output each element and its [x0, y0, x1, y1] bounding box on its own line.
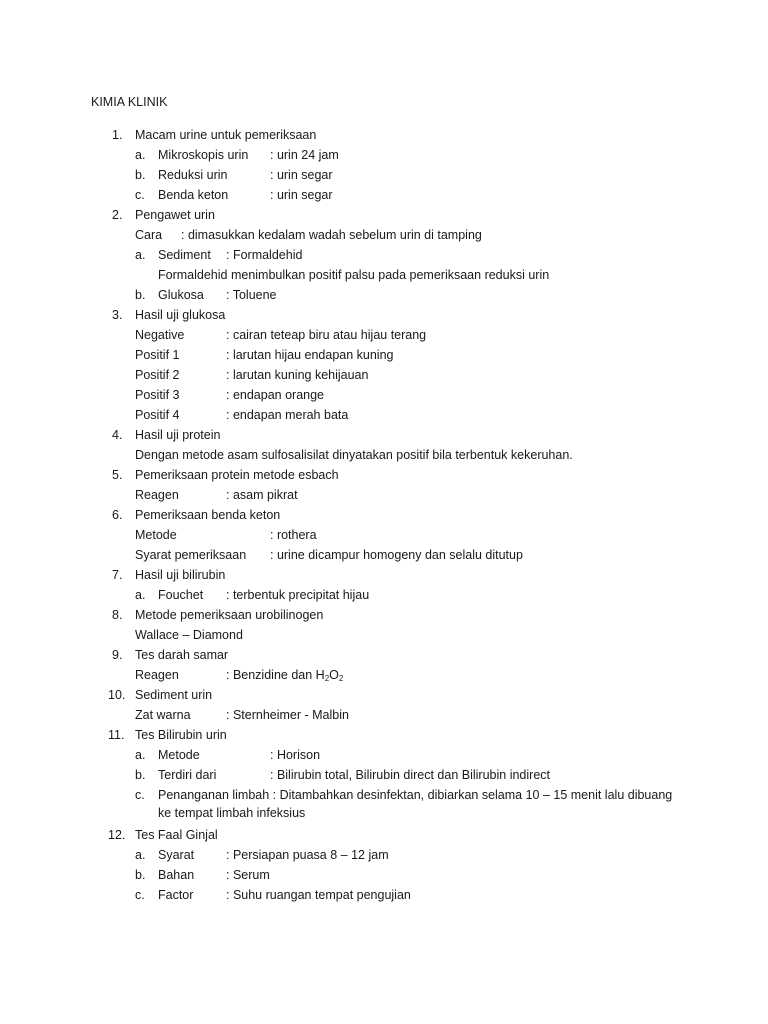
section-7-title: Hasil uji bilirubin [135, 568, 226, 582]
section-3-title: Hasil uji glukosa [135, 308, 226, 322]
section-2-cara-value: : dimasukkan kedalam wadah sebelum urin di tamping [181, 228, 482, 242]
section-1-item-value: : urin segar [270, 188, 333, 202]
section-11-c-continuation: ke tempat limbah infeksius [158, 806, 306, 820]
section-11-b-value: : Bilirubin total, Bilirubin direct dan Bilirubin indirect [270, 768, 550, 782]
section-2-title: Pengawet urin [135, 208, 215, 222]
section-1-title: Macam urine untuk pemeriksaan [135, 128, 317, 142]
section-5-value: : asam pikrat [226, 488, 298, 502]
section-8-title: Metode pemeriksaan urobilinogen [135, 608, 324, 622]
section-3-row-value: : larutan hijau endapan kuning [226, 348, 394, 362]
section-3-row-value: : larutan kuning kehijauan [226, 368, 369, 382]
section-11-a-value: : Horison [270, 748, 321, 762]
section-11-c-letter: c. [135, 788, 145, 802]
section-1-item-label: Reduksi urin [158, 168, 228, 182]
section-9-label: Reagen [135, 668, 179, 682]
section-2-number: 2. [112, 208, 123, 222]
section-5-label: Reagen [135, 488, 179, 502]
section-9-value [226, 665, 343, 685]
section-10-title: Sediment urin [135, 688, 213, 702]
section-10-number: 10. [108, 688, 126, 702]
section-11-title: Tes Bilirubin urin [135, 728, 227, 742]
section-9-title: Tes darah samar [135, 648, 229, 662]
section-12-item-label: Syarat [158, 848, 195, 862]
section-8-number: 8. [112, 608, 123, 622]
section-7-value: : terbentuk precipitat hijau [226, 588, 370, 602]
section-1-item-letter: b. [135, 168, 146, 182]
section-6-number: 6. [112, 508, 123, 522]
section-2-cara-label: Cara [135, 228, 163, 242]
section-11-a-letter: a. [135, 748, 146, 762]
section-7-letter: a. [135, 588, 146, 602]
section-9-number: 9. [112, 648, 123, 662]
section-5-title: Pemeriksaan protein metode esbach [135, 468, 339, 482]
section-3-row-label: Negative [135, 328, 185, 342]
section-6-row-value: : rothera [270, 528, 317, 542]
section-1-item-label: Mikroskopis urin [158, 148, 249, 162]
section-2-a-label: Sediment [158, 248, 211, 262]
section-8-text: Wallace – Diamond [135, 628, 243, 642]
section-12-item-value: : Serum [226, 868, 270, 882]
section-9-value-text: : Benzidine dan H [226, 668, 325, 682]
section-9-value-oxygen: O [329, 668, 339, 682]
section-12-item-letter: b. [135, 868, 146, 882]
section-1-number: 1. [112, 128, 123, 142]
section-3-number: 3. [112, 308, 123, 322]
section-1-item-label: Benda keton [158, 188, 229, 202]
section-12-item-value: : Persiapan puasa 8 – 12 jam [226, 848, 389, 862]
section-2-a-letter: a. [135, 248, 146, 262]
section-1-item-letter: c. [135, 188, 145, 202]
section-12-item-letter: c. [135, 888, 145, 902]
section-12-item-label: Factor [158, 888, 194, 902]
section-4-number: 4. [112, 428, 123, 442]
section-12-item-letter: a. [135, 848, 146, 862]
section-1-item-value: : urin 24 jam [270, 148, 339, 162]
section-11-c-text: Penanganan limbah : Ditambahkan desinfektan, dibiarkan selama 10 – 15 menit lalu dibuang [158, 788, 673, 802]
section-3-row-label: Positif 1 [135, 348, 180, 362]
section-3-row-label: Positif 2 [135, 368, 180, 382]
section-2-a-value: : Formaldehid [226, 248, 303, 262]
section-6-row-value: : urine dicampur homogeny dan selalu ditutup [270, 548, 523, 562]
section-12-title: Tes Faal Ginjal [135, 828, 218, 842]
section-7-number: 7. [112, 568, 123, 582]
section-3-row-label: Positif 4 [135, 408, 180, 422]
section-5-number: 5. [112, 468, 123, 482]
section-11-a-label: Metode [158, 748, 200, 762]
section-11-number: 11. [108, 728, 125, 742]
o2-subscript: 2 [338, 674, 344, 683]
section-2-b-letter: b. [135, 288, 146, 302]
h2-subscript: 2 [324, 674, 330, 683]
section-3-row-value: : cairan teteap biru atau hijau terang [226, 328, 427, 342]
section-3-row-value: : endapan merah bata [226, 408, 349, 422]
section-2-a-note: Formaldehid menimbulkan positif palsu pada pemeriksaan reduksi urin [158, 268, 550, 282]
section-6-title: Pemeriksaan benda keton [135, 508, 281, 522]
section-3-row-value: : endapan orange [226, 388, 325, 402]
section-10-label: Zat warna [135, 708, 191, 722]
section-1-item-letter: a. [135, 148, 146, 162]
section-1-item-value: : urin segar [270, 168, 333, 182]
section-12-item-label: Bahan [158, 868, 195, 882]
section-6-row-label: Metode [135, 528, 177, 542]
section-11-b-letter: b. [135, 768, 146, 782]
section-2-b-value: : Toluene [226, 288, 277, 302]
section-6-row-label: Syarat pemeriksaan [135, 548, 247, 562]
section-2-b-label: Glukosa [158, 288, 204, 302]
section-7-label: Fouchet [158, 588, 204, 602]
document-title: KIMIA KLINIK [91, 95, 168, 109]
section-10-value: : Sternheimer - Malbin [226, 708, 349, 722]
section-4-text: Dengan metode asam sulfosalisilat dinyatakan positif bila terbentuk kekeruhan. [135, 448, 573, 462]
section-11-b-label: Terdiri dari [158, 768, 217, 782]
section-4-title: Hasil uji protein [135, 428, 221, 442]
section-12-item-value: : Suhu ruangan tempat pengujian [226, 888, 411, 902]
section-3-row-label: Positif 3 [135, 388, 180, 402]
section-12-number: 12. [108, 828, 126, 842]
